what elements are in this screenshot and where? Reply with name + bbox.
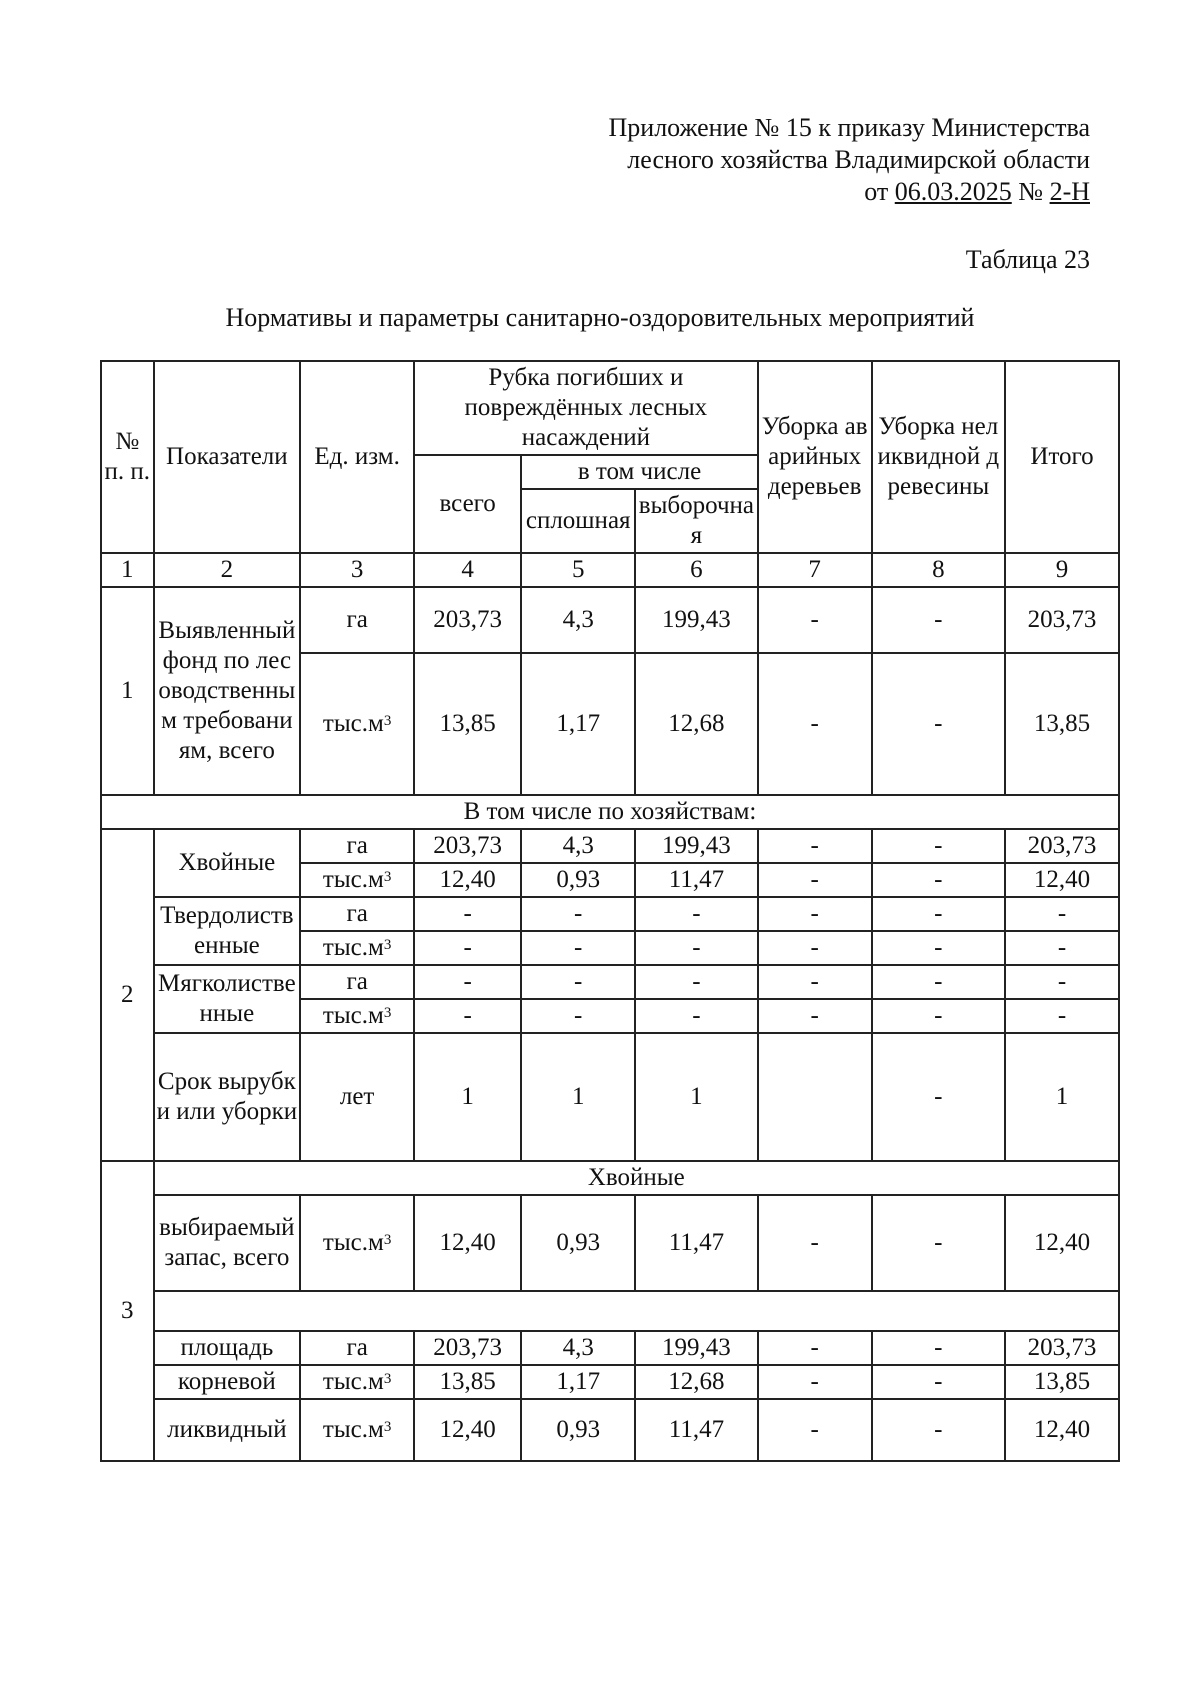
table-row (101, 1399, 1119, 1461)
col-header-indicator: Показатели (154, 361, 301, 553)
value-cell: - (1005, 999, 1119, 1033)
value-cell: 0,93 (521, 1399, 635, 1461)
header-line-2: лесного хозяйства Владимирской области (627, 145, 1090, 174)
norms-table (100, 360, 1120, 1462)
value-cell: - (414, 965, 521, 999)
col-header-total-all: всего (414, 455, 521, 553)
row1-label: Выявленный фонд по лесоводственным требованиям, всего (154, 587, 301, 795)
value-cell: - (758, 897, 872, 931)
value-cell: 4,3 (521, 587, 635, 653)
stock-label: выбираемый запас, всего (154, 1195, 301, 1291)
col-header-grand-total: Итого (1005, 361, 1119, 553)
col-header-including: в том числе (521, 455, 757, 489)
value-cell: - (758, 1399, 872, 1461)
value-cell: 11,47 (635, 1195, 758, 1291)
value-cell: 12,40 (1005, 1195, 1119, 1291)
value-cell: - (521, 999, 635, 1033)
value-cell: - (872, 829, 1006, 863)
col-header-emergency: Уборка аварийных деревьев (758, 361, 872, 553)
col-num-4: 4 (414, 553, 521, 587)
value-cell: - (758, 1365, 872, 1399)
value-cell: - (758, 863, 872, 897)
value-cell: - (521, 897, 635, 931)
table-row (101, 1195, 1119, 1291)
table-row (101, 1291, 1119, 1331)
value-cell: - (872, 965, 1006, 999)
value-cell: - (635, 931, 758, 965)
col-num-5: 5 (521, 553, 635, 587)
unit-cell: га (300, 897, 414, 931)
value-cell: 199,43 (635, 587, 758, 653)
value-cell: 4,3 (521, 829, 635, 863)
table-label: Таблица 23 (965, 245, 1090, 274)
row2-num: 2 (101, 829, 154, 1161)
value-cell: 203,73 (1005, 829, 1119, 863)
table-row (101, 587, 1119, 653)
header-line-3: от 06.03.2025 № 2-Н (864, 177, 1090, 206)
col-header-num: № п. п. (101, 361, 154, 553)
col-header-unit: Ед. изм. (300, 361, 414, 553)
value-cell: - (872, 1365, 1006, 1399)
unit-cell: $тыс.м^3$ (300, 1399, 414, 1461)
value-cell: - (872, 587, 1006, 653)
col-num-8: 8 (872, 553, 1006, 587)
value-cell: 11,47 (635, 1399, 758, 1461)
table-row (101, 965, 1119, 999)
col-header-felling: Рубка погибших и повреждённых лесных насаждений (414, 361, 758, 455)
value-cell: 203,73 (414, 1331, 521, 1365)
value-cell: 203,73 (1005, 587, 1119, 653)
value-cell: - (414, 999, 521, 1033)
col-num-6: 6 (635, 553, 758, 587)
value-cell: 12,40 (414, 863, 521, 897)
document-header (609, 112, 1091, 208)
value-cell: - (872, 863, 1006, 897)
value-cell: 12,40 (1005, 863, 1119, 897)
value-cell: - (414, 931, 521, 965)
unit-cell: $тыс.м^3$ (300, 653, 414, 795)
col-num-1: 1 (101, 553, 154, 587)
col-header-illiquid: Уборка неликвидной древесины (872, 361, 1006, 553)
unit-cell: $тыс.м^3$ (300, 931, 414, 965)
col-num-3: 3 (300, 553, 414, 587)
unit-cell: лет (300, 1033, 414, 1161)
value-cell: - (758, 1331, 872, 1365)
liquid-label: ликвидный (154, 1399, 301, 1461)
value-cell: - (872, 1033, 1006, 1161)
value-cell: - (1005, 897, 1119, 931)
value-cell: 12,40 (414, 1399, 521, 1461)
value-cell: 12,40 (1005, 1399, 1119, 1461)
value-cell: 1 (414, 1033, 521, 1161)
value-cell: 1 (635, 1033, 758, 1161)
value-cell: - (872, 999, 1006, 1033)
value-cell: - (635, 999, 758, 1033)
unit-cell: га (300, 1331, 414, 1365)
value-cell: - (872, 653, 1006, 795)
value-cell: 1 (521, 1033, 635, 1161)
value-cell: 12,68 (635, 653, 758, 795)
value-cell: - (758, 653, 872, 795)
value-cell: 1,17 (521, 1365, 635, 1399)
value-cell: 12,68 (635, 1365, 758, 1399)
table-row (101, 897, 1119, 931)
value-cell: 11,47 (635, 863, 758, 897)
group-label: Твердолиственные (154, 897, 301, 965)
unit-cell: $тыс.м^3$ (300, 1195, 414, 1291)
term-label: Срок вырубки или уборки (154, 1033, 301, 1161)
group-label: Мягколиственные (154, 965, 301, 1033)
value-cell: - (758, 829, 872, 863)
value-cell: - (872, 1195, 1006, 1291)
value-cell: 0,93 (521, 863, 635, 897)
unit-cell: $тыс.м^3$ (300, 999, 414, 1033)
by-farms-label: В том числе по хозяйствам: (101, 795, 1119, 829)
value-cell: - (1005, 965, 1119, 999)
col-header-solid: сплошная (521, 489, 635, 553)
col-num-7: 7 (758, 553, 872, 587)
order-number: 2-Н (1049, 177, 1090, 206)
table-row (101, 829, 1119, 863)
row3-num: 3 (101, 1161, 154, 1461)
value-cell: 199,43 (635, 1331, 758, 1365)
header-line-1: Приложение № 15 к приказу Министерства (608, 113, 1090, 142)
unit-cell: $тыс.м^3$ (300, 1365, 414, 1399)
value-cell: - (758, 931, 872, 965)
value-cell: - (758, 999, 872, 1033)
value-cell: 13,85 (414, 1365, 521, 1399)
group-label: Хвойные (154, 829, 301, 897)
empty-row (154, 1291, 1119, 1331)
value-cell: 203,73 (414, 587, 521, 653)
row1-num: 1 (101, 587, 154, 795)
col-header-selective: выборочная (635, 489, 758, 553)
value-cell: - (872, 897, 1006, 931)
value-cell: - (521, 965, 635, 999)
value-cell: 1 (1005, 1033, 1119, 1161)
value-cell: 199,43 (635, 829, 758, 863)
value-cell: - (635, 897, 758, 931)
value-cell: - (635, 965, 758, 999)
section-label: Хвойные (154, 1161, 1119, 1195)
area-label: площадь (154, 1331, 301, 1365)
value-cell: 0,93 (521, 1195, 635, 1291)
value-cell: - (758, 1195, 872, 1291)
value-cell: 13,85 (414, 653, 521, 795)
table-row (101, 1365, 1119, 1399)
value-cell: - (521, 931, 635, 965)
value-cell: - (758, 587, 872, 653)
document-title: Нормативы и параметры санитарно-оздоровительных мероприятий (225, 303, 975, 332)
value-cell: - (758, 965, 872, 999)
table-row (101, 1331, 1119, 1365)
table-row (101, 1033, 1119, 1161)
value-cell: 203,73 (1005, 1331, 1119, 1365)
root-label: корневой (154, 1365, 301, 1399)
value-cell: - (414, 897, 521, 931)
unit-cell: га (300, 829, 414, 863)
order-date: 06.03.2025 (894, 177, 1012, 206)
value-cell: - (1005, 931, 1119, 965)
value-cell: 4,3 (521, 1331, 635, 1365)
value-cell: 1,17 (521, 653, 635, 795)
value-cell: 13,85 (1005, 1365, 1119, 1399)
value-cell: 12,40 (414, 1195, 521, 1291)
unit-cell: га (300, 965, 414, 999)
col-num-2: 2 (154, 553, 301, 587)
value-cell: - (872, 1399, 1006, 1461)
value-cell: 13,85 (1005, 653, 1119, 795)
value-cell: 203,73 (414, 829, 521, 863)
unit-cell: га (300, 587, 414, 653)
value-cell: - (872, 931, 1006, 965)
col-num-9: 9 (1005, 553, 1119, 587)
value-cell: - (872, 1331, 1006, 1365)
value-cell (758, 1033, 872, 1161)
column-number-row (101, 553, 1119, 587)
unit-cell: $тыс.м^3$ (300, 863, 414, 897)
